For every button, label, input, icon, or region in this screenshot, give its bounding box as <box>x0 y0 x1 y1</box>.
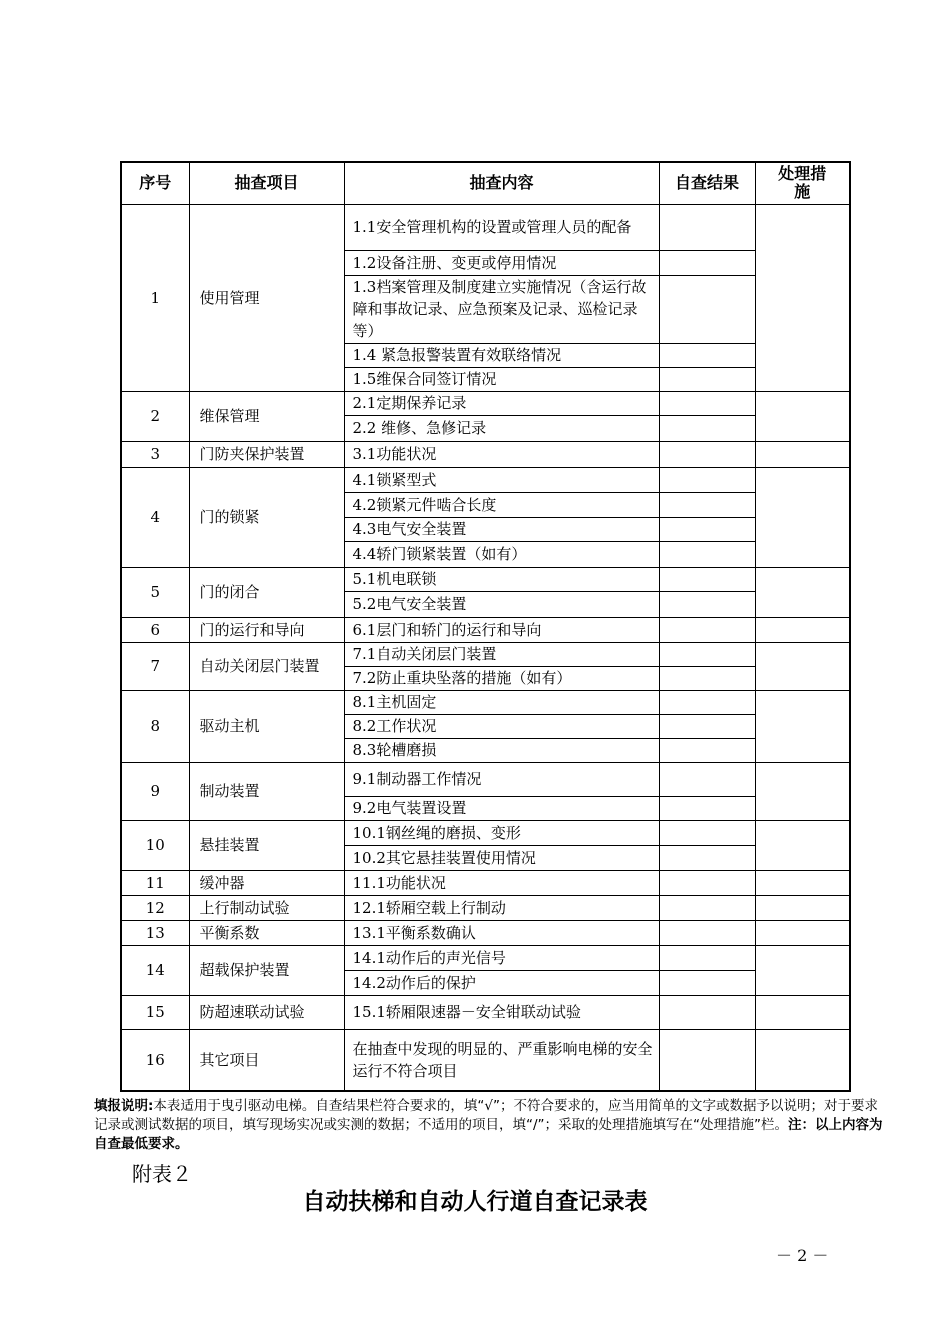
header-measures: 处理措施 <box>755 162 850 204</box>
appendix-label: 附表２ <box>132 1162 192 1186</box>
header-serial-no: 序号 <box>121 162 189 204</box>
table-row <box>121 567 850 591</box>
check-content-cell: 9.2电气装置设置 <box>344 796 659 820</box>
check-content-cell: 2.1定期保养记录 <box>344 391 659 415</box>
check-content-cell: 4.1锁紧型式 <box>344 467 659 492</box>
table-row <box>121 895 850 920</box>
self-check-result-cell[interactable] <box>659 275 755 343</box>
check-item-cell: 其它项目 <box>189 1029 344 1091</box>
serial-no-cell: 8 <box>121 690 189 762</box>
table-row <box>121 204 850 250</box>
self-check-result-cell[interactable] <box>659 343 755 367</box>
check-content-cell: 7.2防止重块坠落的措施（如有） <box>344 666 659 690</box>
serial-no-cell: 6 <box>121 617 189 642</box>
measures-cell[interactable] <box>755 762 850 820</box>
table-row <box>121 762 850 796</box>
serial-no-cell: 10 <box>121 820 189 870</box>
self-check-result-cell[interactable] <box>659 820 755 845</box>
serial-no-cell: 2 <box>121 391 189 441</box>
header-self-check-result: 自查结果 <box>659 162 755 204</box>
note-emphasis: 注：以上内容为自查最低要求。 <box>94 1117 883 1152</box>
check-content-cell: 5.1机电联锁 <box>344 567 659 591</box>
self-check-result-cell[interactable] <box>659 666 755 690</box>
self-check-result-cell[interactable] <box>659 517 755 541</box>
check-content-cell: 在抽查中发现的明显的、严重影响电梯的安全运行不符合项目 <box>344 1029 659 1091</box>
table-row <box>121 467 850 492</box>
check-item-cell: 防超速联动试验 <box>189 995 344 1029</box>
measures-cell[interactable] <box>755 467 850 567</box>
check-item-cell: 使用管理 <box>189 204 344 391</box>
check-item-cell: 门防夹保护装置 <box>189 441 344 467</box>
serial-no-cell: 11 <box>121 870 189 895</box>
self-check-result-cell[interactable] <box>659 617 755 642</box>
check-content-cell: 12.1轿厢空载上行制动 <box>344 895 659 920</box>
check-content-cell: 7.1自动关闭层门装置 <box>344 642 659 666</box>
check-content-cell: 4.4轿门锁紧装置（如有） <box>344 541 659 567</box>
check-content-cell: 1.3档案管理及制度建立实施情况（含运行故障和事故记录、应急预案及记录、巡检记录等） <box>344 275 659 343</box>
check-item-cell: 维保管理 <box>189 391 344 441</box>
serial-no-cell: 7 <box>121 642 189 690</box>
self-check-result-cell[interactable] <box>659 762 755 796</box>
table-row <box>121 1029 850 1091</box>
check-content-cell: 1.4 紧急报警装置有效联络情况 <box>344 343 659 367</box>
check-item-cell: 缓冲器 <box>189 870 344 895</box>
measures-cell[interactable] <box>755 920 850 945</box>
inspection-table <box>120 161 851 1092</box>
self-check-result-cell[interactable] <box>659 367 755 391</box>
serial-no-cell: 12 <box>121 895 189 920</box>
table-row <box>121 920 850 945</box>
self-check-result-cell[interactable] <box>659 250 755 275</box>
measures-cell[interactable] <box>755 1029 850 1091</box>
note-body: 本表适用于曳引驱动电梯。自查结果栏符合要求的，填“√”；不符合要求的，应当用简单的文字或数据予以说明；对于要求记录或测试数据的项目，填写现场实况或实测的数据；不适用的项目，填“/”；采取的处理措施填写在“处理措施”栏。 <box>94 1098 878 1133</box>
check-content-cell: 4.2锁紧元件啮合长度 <box>344 492 659 517</box>
measures-cell[interactable] <box>755 690 850 762</box>
note-label: 填报说明: <box>94 1098 154 1114</box>
check-content-cell: 15.1轿厢限速器－安全钳联动试验 <box>344 995 659 1029</box>
table-header-row <box>121 162 850 204</box>
measures-cell[interactable] <box>755 204 850 391</box>
measures-cell[interactable] <box>755 567 850 617</box>
measures-cell[interactable] <box>755 945 850 995</box>
measures-cell[interactable] <box>755 895 850 920</box>
header-check-item: 抽查项目 <box>189 162 344 204</box>
check-content-cell: 14.2动作后的保护 <box>344 970 659 995</box>
page-number: － 2 － <box>776 1246 829 1265</box>
table-row <box>121 391 850 415</box>
document-title: 自动扶梯和自动人行道自查记录表 <box>302 1188 648 1215</box>
check-content-cell: 1.1安全管理机构的设置或管理人员的配备 <box>344 204 659 250</box>
self-check-result-cell[interactable] <box>659 945 755 970</box>
check-content-cell: 6.1层门和轿门的运行和导向 <box>344 617 659 642</box>
self-check-result-cell[interactable] <box>659 642 755 666</box>
table-row <box>121 870 850 895</box>
self-check-result-cell[interactable] <box>659 995 755 1029</box>
table-row <box>121 690 850 714</box>
self-check-result-cell[interactable] <box>659 441 755 467</box>
self-check-result-cell[interactable] <box>659 541 755 567</box>
check-item-cell: 超载保护装置 <box>189 945 344 995</box>
serial-no-cell: 1 <box>121 204 189 391</box>
self-check-result-cell[interactable] <box>659 415 755 441</box>
self-check-result-cell[interactable] <box>659 870 755 895</box>
check-content-cell: 8.1主机固定 <box>344 690 659 714</box>
check-item-cell: 上行制动试验 <box>189 895 344 920</box>
fill-instructions <box>94 1097 884 1154</box>
table-body <box>121 204 850 1091</box>
measures-cell[interactable] <box>755 820 850 870</box>
self-check-result-cell[interactable] <box>659 970 755 995</box>
measures-cell[interactable] <box>755 391 850 441</box>
self-check-result-cell[interactable] <box>659 738 755 762</box>
serial-no-cell: 5 <box>121 567 189 617</box>
check-content-cell: 10.1钢丝绳的磨损、变形 <box>344 820 659 845</box>
serial-no-cell: 13 <box>121 920 189 945</box>
serial-no-cell: 15 <box>121 995 189 1029</box>
check-item-cell: 悬挂装置 <box>189 820 344 870</box>
check-content-cell: 1.2设备注册、变更或停用情况 <box>344 250 659 275</box>
check-content-cell: 9.1制动器工作情况 <box>344 762 659 796</box>
check-content-cell: 10.2其它悬挂装置使用情况 <box>344 845 659 870</box>
check-item-cell: 门的闭合 <box>189 567 344 617</box>
table-row <box>121 441 850 467</box>
table-row <box>121 617 850 642</box>
measures-cell[interactable] <box>755 642 850 690</box>
header-check-content: 抽查内容 <box>344 162 659 204</box>
check-item-cell: 驱动主机 <box>189 690 344 762</box>
serial-no-cell: 3 <box>121 441 189 467</box>
check-item-cell: 制动装置 <box>189 762 344 820</box>
check-content-cell: 1.5维保合同签订情况 <box>344 367 659 391</box>
measures-cell[interactable] <box>755 441 850 467</box>
table-row <box>121 820 850 845</box>
self-check-result-cell[interactable] <box>659 1029 755 1091</box>
measures-cell[interactable] <box>755 617 850 642</box>
self-check-result-cell[interactable] <box>659 714 755 738</box>
check-item-cell: 门的运行和导向 <box>189 617 344 642</box>
self-check-result-cell[interactable] <box>659 920 755 945</box>
self-check-result-cell[interactable] <box>659 845 755 870</box>
check-content-cell: 14.1动作后的声光信号 <box>344 945 659 970</box>
check-item-cell: 自动关闭层门装置 <box>189 642 344 690</box>
check-content-cell: 8.3轮槽磨损 <box>344 738 659 762</box>
check-content-cell: 4.3电气安全装置 <box>344 517 659 541</box>
serial-no-cell: 16 <box>121 1029 189 1091</box>
check-content-cell: 11.1功能状况 <box>344 870 659 895</box>
check-item-cell: 门的锁紧 <box>189 467 344 567</box>
self-check-result-cell[interactable] <box>659 796 755 820</box>
self-check-result-cell[interactable] <box>659 204 755 250</box>
check-content-cell: 13.1平衡系数确认 <box>344 920 659 945</box>
self-check-result-cell[interactable] <box>659 591 755 617</box>
check-item-cell: 平衡系数 <box>189 920 344 945</box>
table-row <box>121 642 850 666</box>
measures-cell[interactable] <box>755 870 850 895</box>
self-check-result-cell[interactable] <box>659 690 755 714</box>
measures-cell[interactable] <box>755 995 850 1029</box>
check-content-cell: 3.1功能状况 <box>344 441 659 467</box>
self-check-result-cell[interactable] <box>659 391 755 415</box>
check-content-cell: 2.2 维修、急修记录 <box>344 415 659 441</box>
self-check-result-cell[interactable] <box>659 467 755 492</box>
self-check-result-cell[interactable] <box>659 492 755 517</box>
serial-no-cell: 14 <box>121 945 189 995</box>
serial-no-cell: 4 <box>121 467 189 567</box>
self-check-result-cell[interactable] <box>659 895 755 920</box>
table-row <box>121 995 850 1029</box>
check-content-cell: 8.2工作状况 <box>344 714 659 738</box>
table-row <box>121 945 850 970</box>
serial-no-cell: 9 <box>121 762 189 820</box>
check-content-cell: 5.2电气安全装置 <box>344 591 659 617</box>
self-check-result-cell[interactable] <box>659 567 755 591</box>
